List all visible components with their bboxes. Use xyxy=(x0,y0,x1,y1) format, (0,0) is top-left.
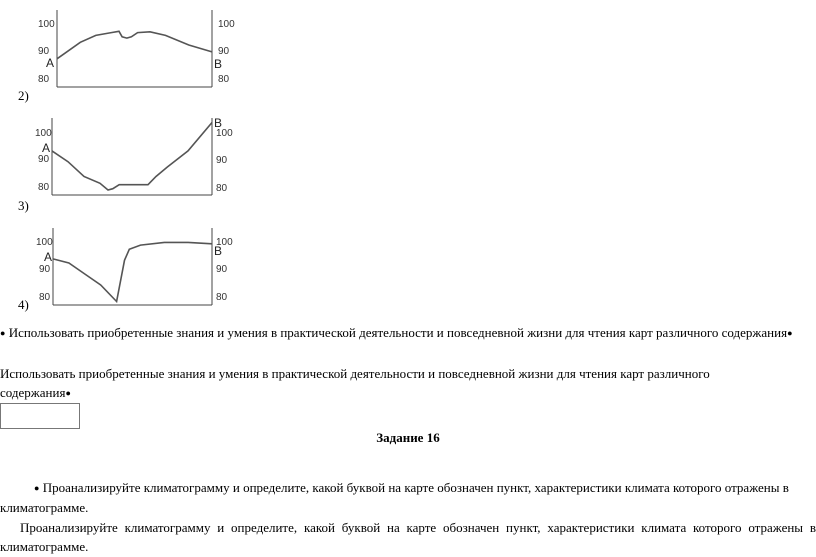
bullet-icon: ● xyxy=(787,328,793,338)
tick-right-80: 80 xyxy=(216,183,228,194)
tick-right-90: 90 xyxy=(216,264,228,275)
profile-1-curve xyxy=(57,31,212,59)
profile-3-svg xyxy=(30,228,260,308)
bullet-icon: ● xyxy=(0,328,6,338)
elevation-profile-1 xyxy=(30,10,260,90)
tick-left-100: 100 xyxy=(36,237,53,248)
bullet-icon: ● xyxy=(65,388,71,398)
elevation-profile-2 xyxy=(30,118,260,198)
point-a-label: A xyxy=(46,56,55,70)
profile-2-svg xyxy=(30,118,260,198)
option-label-2: 2) xyxy=(18,88,29,103)
tick-right-80: 80 xyxy=(216,292,228,303)
tick-right-100: 100 xyxy=(216,237,233,248)
profile-2-curve xyxy=(52,123,212,191)
point-a-label: A xyxy=(42,141,51,155)
task-item-2 xyxy=(0,478,800,517)
tick-left-80: 80 xyxy=(39,292,51,303)
tick-right-80: 80 xyxy=(218,74,230,85)
profile-3-curve xyxy=(53,242,212,301)
option-label-4: 4) xyxy=(18,297,29,312)
bullet-icon: ● xyxy=(34,483,40,493)
tick-right-90: 90 xyxy=(216,155,228,166)
tick-left-90: 90 xyxy=(38,154,50,165)
option-label-3: 3) xyxy=(18,198,29,213)
tick-right-90: 90 xyxy=(218,46,230,57)
tick-left-90: 90 xyxy=(38,46,50,57)
tick-right-100: 100 xyxy=(218,19,235,30)
task-text-repeat: Проанализируйте климатограмму и определите, какой буквой на карте обозначен пункт, характеристики климата которого отражены в климатограмме. xyxy=(0,520,816,554)
objective-repeat-line-1: Использовать приобретенные знания и умения в практической деятельности и повседневной жизни для чтения карт различного xyxy=(0,366,710,381)
task-title: Задание 16 xyxy=(376,430,440,445)
point-b-label: B xyxy=(214,116,223,130)
point-b-label: B xyxy=(214,244,223,258)
point-a-label: A xyxy=(44,250,53,264)
objective-item-1-repeat xyxy=(0,364,816,403)
tick-left-100: 100 xyxy=(38,19,55,30)
point-b-label: B xyxy=(214,57,223,71)
task-text: Проанализируйте климатограмму и определите, какой буквой на карте обозначен пункт, характеристики климата которого отражены в климатограмме. xyxy=(0,480,789,515)
profile-1-svg xyxy=(30,10,260,90)
elevation-profile-3 xyxy=(30,228,260,308)
objective-repeat-line-2: содержания xyxy=(0,385,66,400)
tick-left-80: 80 xyxy=(38,74,50,85)
objective-item-1 xyxy=(0,323,816,343)
answer-input[interactable] xyxy=(0,403,80,429)
tick-left-90: 90 xyxy=(39,264,51,275)
tick-right-100: 100 xyxy=(216,128,233,139)
task-item-2-repeat xyxy=(0,518,816,556)
objective-text: Использовать приобретенные знания и умения в практической деятельности и повседневной жизни для чтения карт различного содержания xyxy=(8,325,788,340)
tick-left-80: 80 xyxy=(38,182,50,193)
tick-left-100: 100 xyxy=(35,128,52,139)
